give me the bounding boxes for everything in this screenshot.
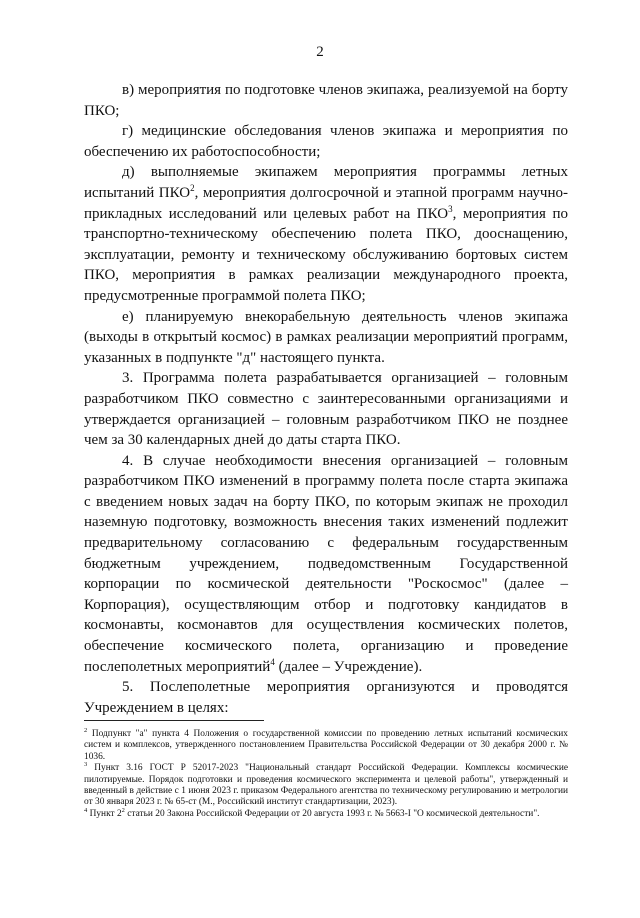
paragraph-d-text-1: д) выполняемые экипажем мероприятия программы летных испытаний ПКО [84, 164, 568, 201]
footnote-divider [84, 720, 264, 721]
paragraph-d [84, 162, 568, 306]
footnote-2-number: 2 [84, 727, 88, 734]
page-number: 2 [316, 44, 324, 60]
footnote-ref-4: 4 [270, 656, 275, 667]
footnote-4 [84, 806, 568, 820]
paragraph-d-text-3: , мероприятия по транспортно-техническому обеспечению полета ПКО, дооснащению, эксплуатации, ремонту и техническому обслуживанию бортовых систем ПКО, мероприятия в рамках реализации международного проекта, предусмотренные программой полета ПКО; [84, 205, 568, 304]
paragraph-g: г) медицинские обследования членов экипажа и мероприятия по обеспечению их работоспособности; [84, 123, 568, 160]
footnote-4-text-2: статьи 20 Закона Российской Федерации от 20 августа 1993 г. № 5663-I "О космической деятельности". [124, 808, 540, 819]
body-text [84, 80, 568, 718]
paragraph-4-text-2: (далее – Учреждение). [274, 658, 423, 675]
paragraph-e: е) планируемую внекорабельную деятельность членов экипажа (выходы в открытый космос) в рамках реализации мероприятий программ, указанных в подпункте "д" настоящего пункта. [84, 308, 568, 366]
footnote-2 [84, 729, 568, 763]
paragraph-3: 3. Программа полета разрабатывается организацией – головным разработчиком ПКО совместно с заинтересованными организациями и утверждается организацией – головным разработчиком ПКО не позднее чем за 30 календарных дней до даты старта ПКО. [84, 370, 568, 449]
footnote-ref-2: 2 [190, 182, 195, 193]
paragraph-4-text-1: 4. В случае необходимости внесения организацией – головным разработчиком ПКО изменений в программу полета после старта экипажа с введением новых задач на борту ПКО, по которым экипаж не проходил наземную подготовку, возможность внесения таких изменений подлежит предварительному согласованию с федеральным государственным бюджетным учреждением, подведомственным Государственной корпорации по космической деятельности "Роскосмос" (далее – Корпорация), осуществляющим отбор и подготовку кандидатов в космонавты, космонавтов для осуществления космических полетов, обеспечение космического полета, организацию и проведение послеполетных мероприятий [84, 452, 568, 675]
footnote-ref-3: 3 [448, 203, 453, 214]
footnote-3-number: 3 [84, 761, 88, 769]
paragraph-v: в) мероприятия по подготовке членов экипажа, реализуемой на борту ПКО; [84, 82, 568, 119]
footnote-3 [84, 763, 568, 809]
footnote-2-text: Подпункт "а" пункта 4 Положения о государственной комиссии по проведению летных испытаний космических систем и комплексов, утвержденного постановлением Правительства Российской Федерации от 30 декабря 2000 г. № 1036. [84, 729, 568, 762]
footnote-4-subnumber: 2 [121, 806, 125, 814]
footnotes [84, 720, 568, 820]
footnote-4-number: 4 [84, 806, 88, 814]
footnote-4-text-1: Пункт 2 [87, 808, 122, 819]
paragraph-5: 5. Послеполетные мероприятия организуются и проводятся Учреждением в целях: [84, 679, 568, 716]
footnote-3-text: Пункт 3.16 ГОСТ Р 52017-2023 "Национальный стандарт Российской Федерации. Комплексы космические пилотируемые. Порядок подготовки и проведения космического эксперимента и целевой работы", утвержденный и введенный в действие с 1 июня 2023 г. приказом Федерального агентства по техническому регулированию и метрологии от 30 января 2023 г. № 65-ст (М., Российский институт стандартизации, 2023). [84, 763, 568, 808]
paragraph-d-text-2: , мероприятия долгосрочной и этапной программ научно-прикладных исследований или целевых работ на ПКО [84, 184, 568, 222]
paragraph-4 [84, 451, 568, 678]
